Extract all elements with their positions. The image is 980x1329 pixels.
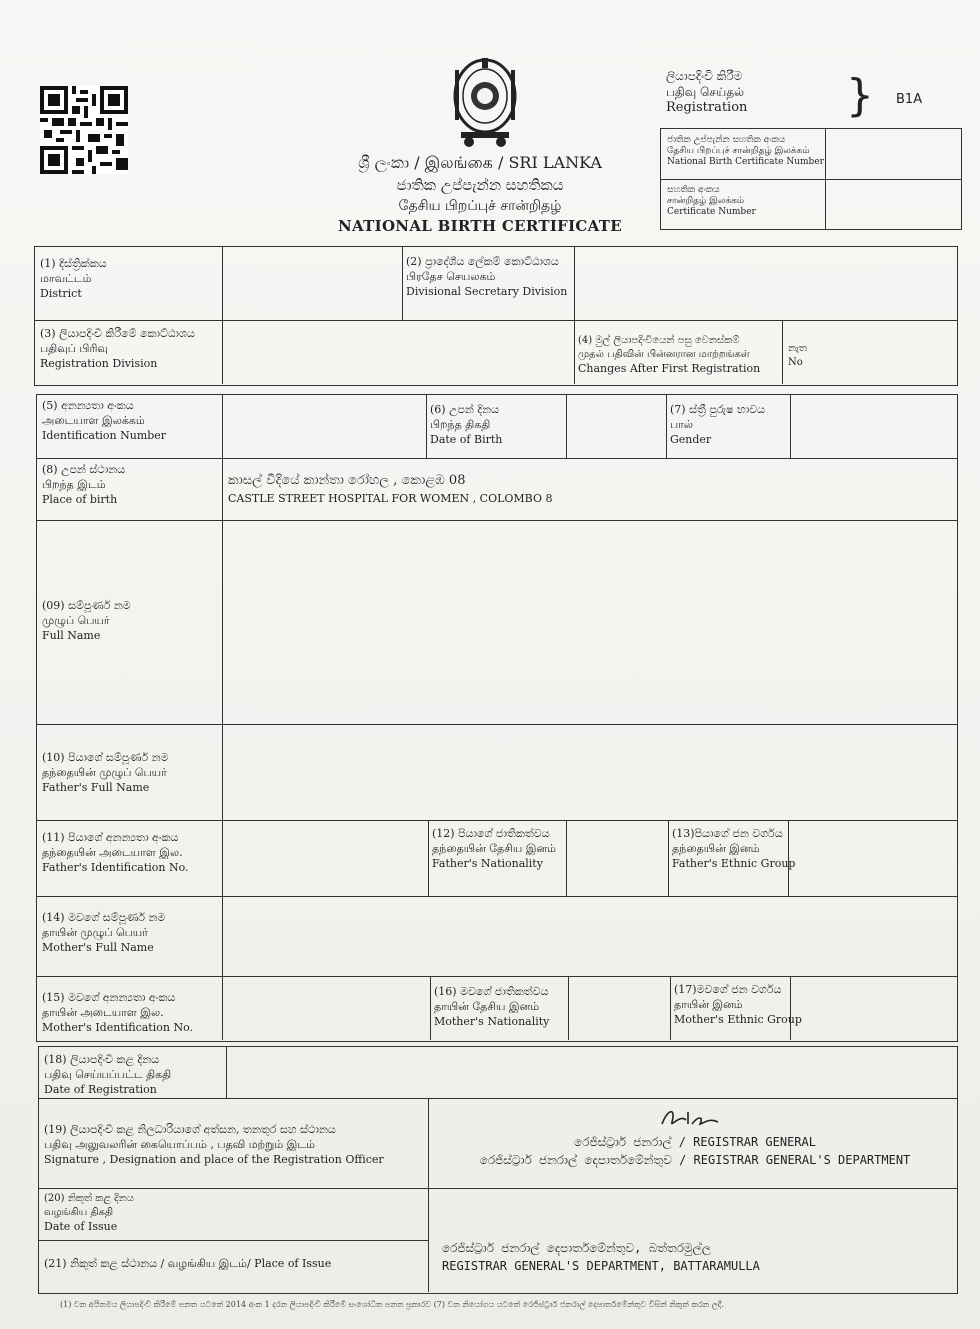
number-box-row-divider — [661, 179, 961, 180]
changes-ta: முதல் பதிவின் பின்னரான மாற்றங்கள் — [578, 349, 750, 360]
dob-si: (6) උපන් දිනය — [430, 403, 500, 416]
country-line: ශ්‍රී ලංකා / இலங்கை / SRI LANKA — [358, 153, 602, 172]
col-divider — [222, 394, 223, 1040]
father-nationality-en: Father's Nationality — [432, 857, 543, 870]
mother-name-en: Mother's Full Name — [42, 941, 154, 954]
ds-division-label — [406, 254, 567, 299]
reg-date-label — [44, 1052, 171, 1097]
col-divider — [226, 1046, 227, 1098]
mother-ethnic-en: Mother's Ethnic Group — [674, 1013, 802, 1026]
officer-ta: பதிவு அலுவலரின் கையொப்பம் , பதவி மற்றும் இடம் — [44, 1138, 315, 1151]
gender-si: (7) ස්ත්‍රී පුරුෂ භාවය — [670, 403, 766, 416]
col-divider — [668, 820, 669, 896]
full-name-label — [42, 598, 131, 643]
row-divider — [36, 520, 958, 521]
col-divider — [574, 246, 575, 320]
father-name-si: (10) පියාගේ සම්පූර්ණ නම — [42, 751, 169, 764]
id-number-label — [42, 398, 166, 443]
changes-en: Changes After First Registration — [578, 362, 761, 375]
mother-id-ta: தாயின் அடையாள இல. — [42, 1006, 164, 1019]
registrar-general-line: රෙජිස්ට්‍රාර් ජනරාල් / REGISTRAR GENERAL — [574, 1135, 816, 1149]
col-divider — [790, 394, 791, 458]
mother-id-si: (15) මවගේ අනන්‍යතා අංකය — [42, 991, 176, 1004]
dob-ta: பிறந்த திகதி — [430, 418, 491, 431]
col-divider — [426, 394, 427, 458]
row-divider — [38, 1188, 958, 1189]
officer-label — [44, 1122, 424, 1167]
place-of-birth-label — [42, 462, 125, 507]
nbc-number-label — [667, 135, 824, 168]
certificate-number-label — [667, 185, 756, 218]
dob-en: Date of Birth — [430, 433, 503, 446]
mother-id-label — [42, 990, 193, 1035]
reg-date-ta: பதிவு செய்யப்பட்ட திகதி — [44, 1068, 172, 1081]
father-ethnic-en: Father's Ethnic Group — [672, 857, 796, 870]
form-code: B1A — [896, 92, 923, 107]
mother-nationality-en: Mother's Nationality — [434, 1015, 550, 1028]
reg-date-si: (18) ලියාපදිංචි කළ දිනය — [44, 1053, 160, 1066]
issue-place-value-si: රෙජිස්ට්‍රාර් ජනරාල් දෙපාර්තමේන්තුව, බත්තරමුල්ල — [442, 1241, 711, 1255]
mother-ethnic-label — [674, 982, 802, 1027]
place-of-birth-en: Place of birth — [42, 493, 118, 506]
gender-en: Gender — [670, 433, 712, 446]
cert-label-ta: சான்றிதழ் இலக்கம் — [667, 196, 745, 206]
issue-place-value-en: REGISTRAR GENERAL'S DEPARTMENT, BATTARAMULLA — [442, 1259, 760, 1273]
changes-value-en: No — [788, 357, 803, 368]
nbc-label-si: ජාතික උප්පැන්න සහතික අංකය — [667, 135, 786, 145]
gender-ta: பால் — [670, 418, 694, 431]
officer-en: Signature , Designation and place of the Registration Officer — [44, 1153, 384, 1166]
issue-date-label — [44, 1192, 134, 1234]
title-tamil: தேசிய பிறப்புச் சான்றிதழ் — [398, 198, 562, 214]
col-divider — [428, 1098, 429, 1292]
father-name-ta: தந்தையின் முழுப் பெயர் — [42, 766, 167, 779]
full-name-en: Full Name — [42, 629, 101, 642]
father-ethnic-ta: தந்தையின் இனம் — [672, 842, 760, 855]
place-of-birth-value — [228, 472, 552, 508]
reg-division-si: (3) ලියාපදිංචි කිරීමේ කොට්ඨාශය — [40, 327, 195, 340]
gender-label — [670, 402, 765, 447]
district-en: District — [40, 287, 82, 300]
row-divider — [36, 724, 958, 725]
father-ethnic-si: (13)පියාගේ ජන වර්ගය — [672, 827, 783, 840]
nbc-label-ta: தேசிய பிறப்புச் சான்றிதழ் இலக்கம் — [667, 146, 810, 156]
col-divider — [670, 976, 671, 1040]
changes-si: (4) මුල් ලියාපදිංචියෙන් පසු වෙනස්කම් — [578, 335, 740, 346]
father-nationality-si: (12) පියාගේ ජාතිකත්වය — [432, 827, 550, 840]
reg-division-ta: பதிவுப் பிரிவு — [40, 342, 108, 355]
footer-note: (1) වන අයිතමය ලියාපදිංචි කිරීමේ පනත යටතේ 2014 අංක 1 දරන ලියාපදිංචි කිරීමේ සංශෝධිත පනත ප්‍රකාරව (7) වන නියෝගය යටතේ රෙජිස්ට්‍රාර් ජනරාල් දෙපාර්තමේන්තුව විසින් නිකුත් කරන ලදී. — [60, 1300, 724, 1309]
officer-si: (19) ලියාපදිංචි කළ නිලධාරියාගේ අත්සන, තනතුර සහ ස්ථානය — [44, 1123, 336, 1136]
place-of-birth-value-en: CASTLE STREET HOSPITAL FOR WOMEN , COLOMBO 8 — [228, 492, 553, 505]
qr-code — [40, 86, 128, 174]
registration-header — [666, 68, 747, 116]
sri-lanka-emblem-icon — [447, 50, 523, 150]
id-number-en: Identification Number — [42, 429, 167, 442]
mother-nationality-label — [434, 984, 549, 1029]
row-divider — [34, 320, 958, 321]
dob-label — [430, 402, 502, 447]
district-ta: மாவட்டம் — [40, 272, 92, 285]
col-divider — [430, 976, 431, 1040]
row-divider — [36, 976, 958, 977]
place-of-birth-ta: பிறந்த இடம் — [42, 478, 106, 491]
ds-division-si: (2) ප්‍රාදේශීය ලේකම් කොට්ඨාශය — [406, 255, 559, 268]
certificate-title-block — [330, 152, 630, 236]
issue-date-si: (20) නිකුත් කළ දිනය — [44, 1193, 134, 1204]
father-name-label — [42, 750, 169, 795]
reg-division-label — [40, 326, 195, 371]
issue-place-label: (21) නිකුත් කළ ස්ථානය / வழங்கிய இடம்/ Place of Issue — [44, 1257, 332, 1270]
changes-label — [578, 334, 760, 376]
father-ethnic-label — [672, 826, 795, 871]
row-divider — [38, 1240, 428, 1241]
father-id-label — [42, 830, 189, 875]
place-of-birth-si: (8) උපන් ස්ථානය — [42, 463, 126, 476]
col-divider — [222, 246, 223, 384]
full-name-si: (09) සම්පූර්ණ නම — [42, 599, 131, 612]
row-divider — [38, 1098, 958, 1099]
registrar-department-line: රෙජිස්ට්‍රාර් ජනරාල් දෙපාර්තමේන්තුව / REGISTRAR GENERAL'S DEPARTMENT — [479, 1153, 911, 1167]
registrar-signature-icon — [658, 1104, 738, 1130]
father-id-ta: தந்தையின் அடையாள இல. — [42, 846, 183, 859]
brace-symbol: } — [846, 70, 874, 121]
col-divider — [574, 320, 575, 384]
changes-value-si: නැත — [788, 343, 808, 354]
mother-name-label — [42, 910, 165, 955]
title-english: NATIONAL BIRTH CERTIFICATE — [338, 217, 622, 235]
mother-name-si: (14) මවගේ සම්පූර්ණ නම — [42, 911, 166, 924]
row-divider — [36, 820, 958, 821]
cert-label-en: Certificate Number — [667, 207, 756, 217]
col-divider — [782, 320, 783, 384]
issue-date-en: Date of Issue — [44, 1220, 118, 1233]
mother-nationality-si: (16) මවගේ ජාතිකත්වය — [434, 985, 549, 998]
col-divider — [402, 246, 403, 320]
mother-ethnic-si: (17)මවගේ ජන වර්ගය — [674, 983, 782, 996]
registration-en: Registration — [666, 100, 748, 115]
id-number-ta: அடையாள இலக்கம் — [42, 414, 145, 427]
father-nationality-ta: தந்தையின் தேசிய இனம் — [432, 842, 556, 855]
place-of-birth-value-si: කාසල් වීදියේ කාන්තා රෝහල , කොළඹ 08 — [228, 473, 466, 488]
col-divider — [428, 820, 429, 896]
id-number-si: (5) අනන්‍යතා අංකය — [42, 399, 134, 412]
col-divider — [666, 394, 667, 458]
row-divider — [36, 896, 958, 897]
certificate-number-box — [660, 128, 962, 230]
col-divider — [566, 820, 567, 896]
mother-id-en: Mother's Identification No. — [42, 1021, 193, 1034]
ds-division-ta: பிரதேச செயலகம் — [406, 270, 496, 283]
district-label — [40, 256, 107, 301]
registration-ta: பதிவு செய்தல் — [666, 85, 745, 99]
father-id-en: Father's Identification No. — [42, 861, 189, 874]
reg-date-en: Date of Registration — [44, 1083, 157, 1096]
nbc-label-en: National Birth Certificate Number — [667, 157, 824, 167]
changes-value — [788, 342, 807, 370]
issue-date-ta: வழங்கிய திகதி — [44, 1207, 114, 1218]
cert-label-si: සහතික අංකය — [667, 185, 720, 195]
father-id-si: (11) පියාගේ අනන්‍යතා අංකය — [42, 831, 179, 844]
mother-ethnic-ta: தாயின் இனம் — [674, 998, 743, 1011]
title-sinhala: ජාතික උප්පැන්න සහතිකය — [396, 176, 564, 194]
father-nationality-label — [432, 826, 556, 871]
full-name-ta: முழுப் பெயர் — [42, 614, 110, 627]
district-si: (1) දිස්ත්‍රික්කය — [40, 257, 107, 270]
mother-nationality-ta: தாயின் தேசிய இனம் — [434, 1000, 540, 1013]
ds-division-en: Divisional Secretary Division — [406, 285, 568, 298]
registration-si: ලියාපදිංචි කිරීම — [666, 69, 743, 83]
col-divider — [568, 976, 569, 1040]
reg-division-en: Registration Division — [40, 357, 158, 370]
row-divider — [36, 458, 958, 459]
father-name-en: Father's Full Name — [42, 781, 150, 794]
col-divider — [566, 394, 567, 458]
mother-name-ta: தாயின் முழுப் பெயர் — [42, 926, 148, 939]
